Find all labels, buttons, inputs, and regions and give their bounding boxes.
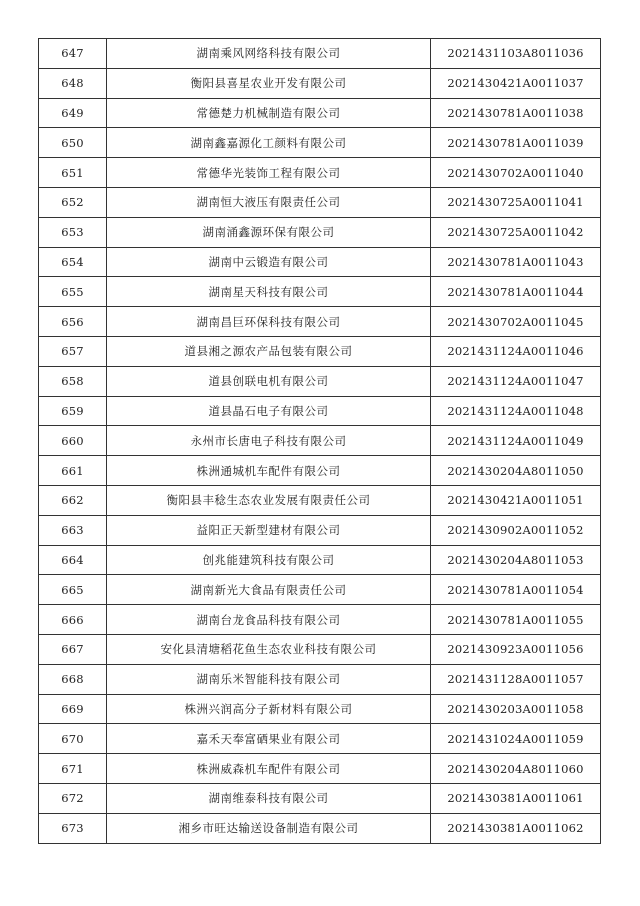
company-name: 常德华光装饰工程有限公司	[107, 158, 431, 188]
company-name: 湘乡市旺达输送设备制造有限公司	[107, 813, 431, 843]
row-number: 670	[39, 724, 107, 754]
row-number: 671	[39, 754, 107, 784]
row-number: 652	[39, 187, 107, 217]
row-number: 649	[39, 98, 107, 128]
table-row	[39, 485, 601, 515]
row-number: 667	[39, 634, 107, 664]
registration-code: 2021430781A0011044	[431, 277, 601, 307]
company-name: 永州市长唐电子科技有限公司	[107, 426, 431, 456]
registration-code: 2021430725A0011042	[431, 217, 601, 247]
registration-code: 2021430204A8011060	[431, 754, 601, 784]
table-row	[39, 187, 601, 217]
row-number: 657	[39, 336, 107, 366]
table-row	[39, 336, 601, 366]
row-number: 656	[39, 307, 107, 337]
registration-code: 2021430902A0011052	[431, 515, 601, 545]
registration-code: 2021431103A8011036	[431, 39, 601, 69]
row-number: 651	[39, 158, 107, 188]
company-name: 道县创联电机有限公司	[107, 366, 431, 396]
registration-code: 2021430203A0011058	[431, 694, 601, 724]
row-number: 662	[39, 485, 107, 515]
row-number: 663	[39, 515, 107, 545]
row-number: 647	[39, 39, 107, 69]
company-name: 湖南涌鑫源环保有限公司	[107, 217, 431, 247]
table-row	[39, 158, 601, 188]
table-row	[39, 247, 601, 277]
table-row	[39, 724, 601, 754]
company-name: 湖南中云锻造有限公司	[107, 247, 431, 277]
row-number: 672	[39, 783, 107, 813]
table-row	[39, 68, 601, 98]
table-row	[39, 754, 601, 784]
company-name: 益阳正天新型建材有限公司	[107, 515, 431, 545]
table-row	[39, 634, 601, 664]
company-name: 安化县清塘稻花鱼生态农业科技有限公司	[107, 634, 431, 664]
company-name: 湖南恒大液压有限责任公司	[107, 187, 431, 217]
company-name: 道县湘之源农产品包装有限公司	[107, 336, 431, 366]
company-name: 湖南新光大食品有限责任公司	[107, 575, 431, 605]
company-name: 湖南维泰科技有限公司	[107, 783, 431, 813]
registration-code: 2021430421A0011037	[431, 68, 601, 98]
company-name: 创兆能建筑科技有限公司	[107, 545, 431, 575]
registration-code: 2021430781A0011039	[431, 128, 601, 158]
table-row	[39, 664, 601, 694]
company-name: 衡阳县丰稔生态农业发展有限责任公司	[107, 485, 431, 515]
row-number: 664	[39, 545, 107, 575]
registration-code: 2021431124A0011049	[431, 426, 601, 456]
company-name: 湖南乘风网络科技有限公司	[107, 39, 431, 69]
table-row	[39, 456, 601, 486]
company-name: 株洲兴润高分子新材料有限公司	[107, 694, 431, 724]
row-number: 665	[39, 575, 107, 605]
table-row	[39, 515, 601, 545]
table-row	[39, 575, 601, 605]
row-number: 654	[39, 247, 107, 277]
registration-code: 2021430781A0011055	[431, 605, 601, 635]
table-row	[39, 396, 601, 426]
registration-code: 2021430725A0011041	[431, 187, 601, 217]
registration-code: 2021430381A0011062	[431, 813, 601, 843]
registration-code: 2021430702A0011045	[431, 307, 601, 337]
table-row	[39, 813, 601, 843]
registration-code: 2021430204A8011053	[431, 545, 601, 575]
company-name: 湖南乐米智能科技有限公司	[107, 664, 431, 694]
registration-code: 2021431124A0011048	[431, 396, 601, 426]
company-name: 株洲威森机车配件有限公司	[107, 754, 431, 784]
registration-code: 2021430702A0011040	[431, 158, 601, 188]
company-name: 嘉禾天奉富硒果业有限公司	[107, 724, 431, 754]
registration-code: 2021431124A0011046	[431, 336, 601, 366]
table-row	[39, 128, 601, 158]
table-row	[39, 39, 601, 69]
table-row	[39, 307, 601, 337]
company-name: 衡阳县喜星农业开发有限公司	[107, 68, 431, 98]
row-number: 653	[39, 217, 107, 247]
table-row	[39, 426, 601, 456]
row-number: 669	[39, 694, 107, 724]
registration-code: 2021430421A0011051	[431, 485, 601, 515]
registration-code: 2021431124A0011047	[431, 366, 601, 396]
registration-code: 2021430781A0011038	[431, 98, 601, 128]
company-name: 湖南鑫嘉源化工颜料有限公司	[107, 128, 431, 158]
company-name: 株洲通城机车配件有限公司	[107, 456, 431, 486]
registration-code: 2021430781A0011043	[431, 247, 601, 277]
company-registry-table	[38, 38, 601, 844]
row-number: 650	[39, 128, 107, 158]
company-name: 道县晶石电子有限公司	[107, 396, 431, 426]
company-name: 常德楚力机械制造有限公司	[107, 98, 431, 128]
table-row	[39, 98, 601, 128]
table-row	[39, 217, 601, 247]
row-number: 673	[39, 813, 107, 843]
row-number: 648	[39, 68, 107, 98]
registration-code: 2021430923A0011056	[431, 634, 601, 664]
row-number: 658	[39, 366, 107, 396]
registration-code: 2021431024A0011059	[431, 724, 601, 754]
table-row	[39, 783, 601, 813]
table-row	[39, 366, 601, 396]
registration-code: 2021431128A0011057	[431, 664, 601, 694]
registration-code: 2021430781A0011054	[431, 575, 601, 605]
row-number: 659	[39, 396, 107, 426]
company-name: 湖南台龙食品科技有限公司	[107, 605, 431, 635]
row-number: 655	[39, 277, 107, 307]
table-row	[39, 694, 601, 724]
company-name: 湖南星天科技有限公司	[107, 277, 431, 307]
table-row	[39, 277, 601, 307]
row-number: 666	[39, 605, 107, 635]
table-row	[39, 605, 601, 635]
table-row	[39, 545, 601, 575]
row-number: 660	[39, 426, 107, 456]
row-number: 661	[39, 456, 107, 486]
registration-code: 2021430204A8011050	[431, 456, 601, 486]
registration-code: 2021430381A0011061	[431, 783, 601, 813]
row-number: 668	[39, 664, 107, 694]
company-name: 湖南昌巨环保科技有限公司	[107, 307, 431, 337]
